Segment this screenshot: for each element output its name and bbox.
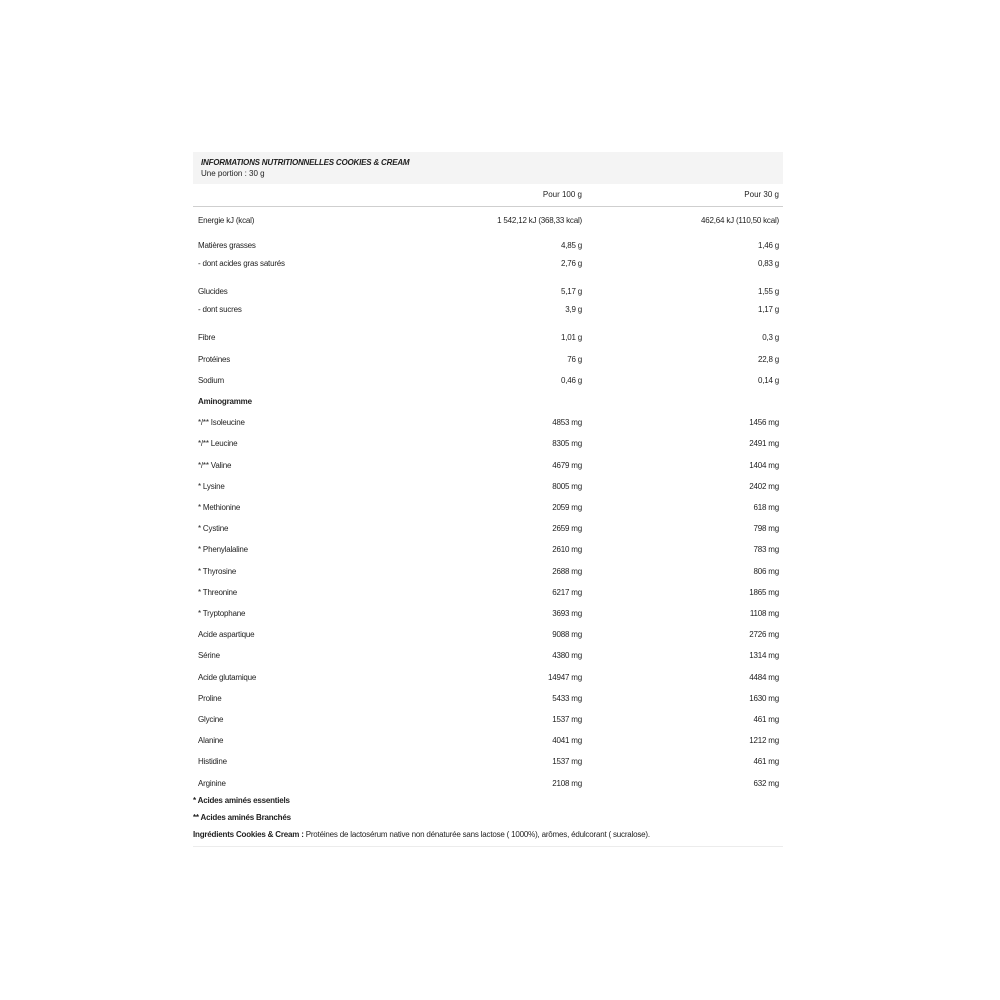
row-label: Matières grasses xyxy=(198,241,256,250)
section-heading-aminogramme: Aminogramme xyxy=(198,397,252,406)
row-label: * Methionine xyxy=(198,503,241,512)
row-value-per100: 4,85 g xyxy=(560,241,582,250)
row-value-per30: 783 mg xyxy=(753,545,779,554)
table-row xyxy=(193,376,783,390)
table-row xyxy=(193,216,783,230)
row-value-per30: 798 mg xyxy=(753,524,779,533)
column-headers xyxy=(193,184,783,207)
row-value-per100: 8305 mg xyxy=(552,439,582,448)
table-row xyxy=(193,694,783,708)
row-value-per100: 1537 mg xyxy=(552,715,582,724)
row-label: Protéines xyxy=(198,355,230,364)
row-value-per30: 1108 mg xyxy=(749,609,779,618)
row-value-per30: 1,55 g xyxy=(757,287,779,296)
row-label: * Lysine xyxy=(198,482,225,491)
row-label: Acide glutamique xyxy=(198,673,257,682)
row-value-per100: 76 g xyxy=(567,355,582,364)
row-value-per100: 6217 mg xyxy=(552,588,582,597)
row-value-per100: 3693 mg xyxy=(552,609,582,618)
row-value-per30: 2726 mg xyxy=(749,630,779,639)
table-row xyxy=(193,305,783,319)
row-value-per100: 2059 mg xyxy=(552,503,582,512)
row-value-per100: 3,9 g xyxy=(565,305,582,314)
row-value-per100: 1 542,12 kJ (368,33 kcal) xyxy=(497,216,582,225)
row-value-per30: 461 mg xyxy=(753,715,779,724)
row-value-per30: 1865 mg xyxy=(749,588,779,597)
table-row xyxy=(193,545,783,559)
row-value-per100: 2108 mg xyxy=(552,779,582,788)
row-label: */** Leucine xyxy=(198,439,238,448)
bottom-divider xyxy=(193,846,783,847)
table-row xyxy=(193,715,783,729)
nutrition-panel xyxy=(193,152,783,807)
footnote-essential: * Acides aminés essentiels xyxy=(193,796,290,805)
row-label: Glucides xyxy=(198,287,228,296)
table-row xyxy=(193,287,783,301)
row-value-per100: 4853 mg xyxy=(552,418,582,427)
table-row xyxy=(193,567,783,581)
row-label: Alanine xyxy=(198,736,224,745)
row-label: Histidine xyxy=(198,757,227,766)
row-value-per30: 0,14 g xyxy=(757,376,779,385)
table-row-section xyxy=(193,397,783,411)
table-row xyxy=(193,503,783,517)
row-value-per100: 1,01 g xyxy=(560,333,582,342)
table-row xyxy=(193,630,783,644)
footnote-branched: ** Acides aminés Branchés xyxy=(193,813,291,822)
row-value-per100: 2688 mg xyxy=(552,567,582,576)
row-value-per30: 806 mg xyxy=(753,567,779,576)
row-value-per100: 4041 mg xyxy=(552,736,582,745)
row-label: Fibre xyxy=(198,333,216,342)
table-row xyxy=(193,757,783,771)
row-label: Sérine xyxy=(198,651,220,660)
row-value-per100: 8005 mg xyxy=(552,482,582,491)
table-row xyxy=(193,651,783,665)
row-value-per30: 1404 mg xyxy=(749,461,779,470)
row-label: * Threonine xyxy=(198,588,238,597)
row-value-per30: 0,3 g xyxy=(762,333,779,342)
row-label: Acide aspartique xyxy=(198,630,255,639)
table-row xyxy=(193,482,783,496)
row-value-per30: 1630 mg xyxy=(749,694,779,703)
row-label: */** Valine xyxy=(198,461,232,470)
row-value-per30: 1314 mg xyxy=(749,651,779,660)
row-value-per100: 5433 mg xyxy=(552,694,582,703)
row-label: Energie kJ (kcal) xyxy=(198,216,255,225)
row-value-per30: 1,46 g xyxy=(757,241,779,250)
row-label: Sodium xyxy=(198,376,224,385)
table-row xyxy=(193,439,783,453)
row-value-per30: 461 mg xyxy=(753,757,779,766)
row-value-per100: 0,46 g xyxy=(560,376,582,385)
row-value-per30: 4484 mg xyxy=(749,673,779,682)
row-label: - dont acides gras saturés xyxy=(198,259,285,268)
table-row xyxy=(193,355,783,369)
row-value-per30: 1,17 g xyxy=(757,305,779,314)
row-value-per100: 4679 mg xyxy=(552,461,582,470)
table-row xyxy=(193,609,783,623)
table-row xyxy=(193,736,783,750)
row-label: * Phenylalaline xyxy=(198,545,248,554)
row-value-per100: 1537 mg xyxy=(552,757,582,766)
table-row xyxy=(193,779,783,793)
ingredients-text: Protéines de lactosérum native non dénaturée sans lactose ( 1000%), arômes, édulcorant ( sucralose). xyxy=(303,830,650,839)
row-value-per30: 1212 mg xyxy=(749,736,779,745)
row-label: * Thyrosine xyxy=(198,567,237,576)
row-value-per30: 22,8 g xyxy=(757,355,779,364)
row-value-per30: 632 mg xyxy=(753,779,779,788)
table-row xyxy=(193,333,783,347)
row-value-per30: 0,83 g xyxy=(757,259,779,268)
row-value-per100: 2659 mg xyxy=(552,524,582,533)
portion-size: Une portion : 30 g xyxy=(201,169,265,178)
row-label: Glycine xyxy=(198,715,224,724)
nutrition-table xyxy=(193,207,783,807)
table-row xyxy=(193,588,783,602)
row-value-per30: 1456 mg xyxy=(749,418,779,427)
row-value-per100: 14947 mg xyxy=(548,673,582,682)
row-value-per100: 2610 mg xyxy=(552,545,582,554)
row-label: */** Isoleucine xyxy=(198,418,245,427)
column-header-per100: Pour 100 g xyxy=(542,190,582,199)
row-value-per30: 462,64 kJ (110,50 kcal) xyxy=(701,216,779,225)
row-value-per100: 9088 mg xyxy=(552,630,582,639)
table-row xyxy=(193,673,783,687)
table-row xyxy=(193,524,783,538)
nutrition-header xyxy=(193,152,783,184)
ingredients-line xyxy=(193,830,650,839)
table-row xyxy=(193,418,783,432)
row-value-per30: 2402 mg xyxy=(749,482,779,491)
row-value-per30: 618 mg xyxy=(753,503,779,512)
table-row xyxy=(193,259,783,273)
table-row xyxy=(193,241,783,255)
row-label: Proline xyxy=(198,694,222,703)
row-value-per100: 5,17 g xyxy=(560,287,582,296)
row-label: * Cystine xyxy=(198,524,229,533)
row-value-per100: 4380 mg xyxy=(552,651,582,660)
table-row xyxy=(193,461,783,475)
row-label: * Tryptophane xyxy=(198,609,246,618)
nutrition-title: INFORMATIONS NUTRITIONNELLES COOKIES & CREAM xyxy=(201,158,410,167)
row-value-per100: 2,76 g xyxy=(560,259,582,268)
column-header-per30: Pour 30 g xyxy=(744,190,779,199)
ingredients-label: Ingrédients Cookies & Cream : xyxy=(193,830,304,839)
row-value-per30: 2491 mg xyxy=(749,439,779,448)
row-label: - dont sucres xyxy=(198,305,242,314)
row-label: Arginine xyxy=(198,779,226,788)
